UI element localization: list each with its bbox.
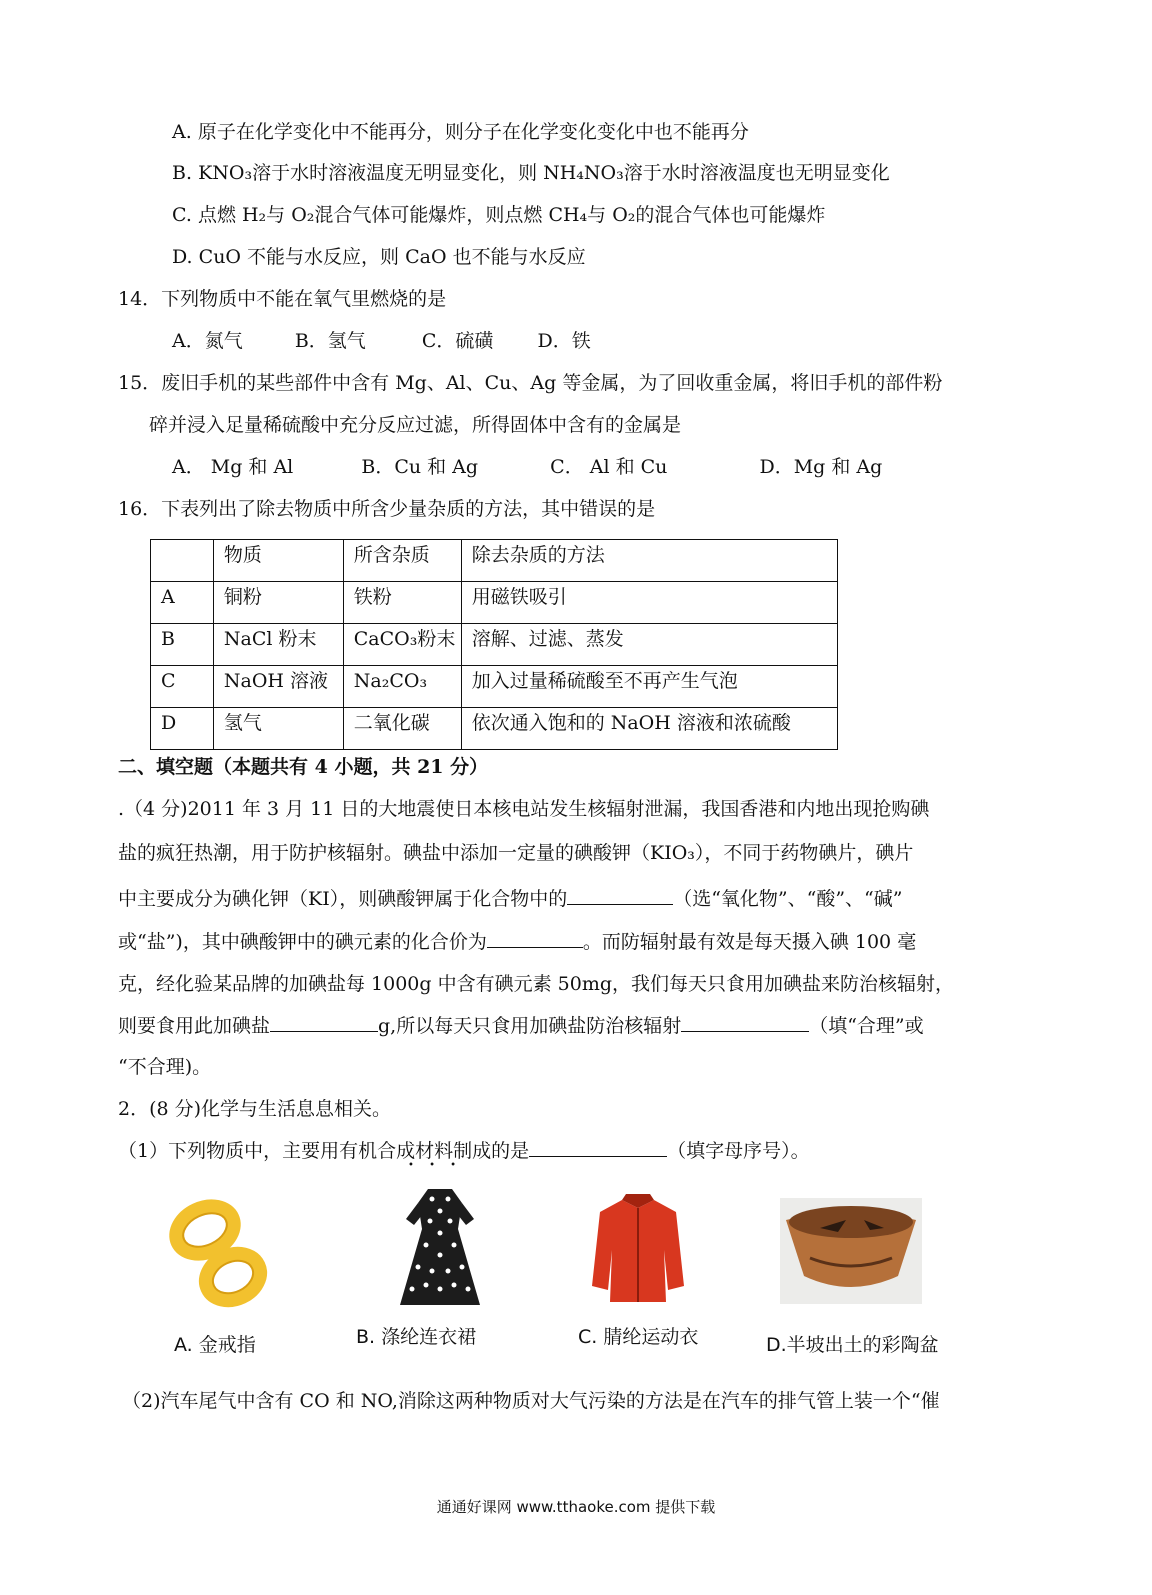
- p2-sub1-tail: （填字母序号）。: [667, 1140, 810, 1162]
- option-text: KNO₃溶于水时溶液温度无明显变化，则 NH₄NO₃溶于水时溶液温度也无明显变化: [198, 162, 890, 184]
- p1-line6-text: 则要食用此加碘盐: [118, 1015, 271, 1037]
- p2-sub1: [118, 1138, 810, 1163]
- p1-line4-text: 或“盐”)，其中碘酸钾中的碘元素的化合价为: [118, 931, 487, 953]
- table-cell: 溶解、过滤、蒸发: [461, 624, 837, 666]
- option-label: C.: [172, 204, 192, 226]
- q15-option-d: D．Mg 和 Ag: [759, 456, 883, 478]
- q14-stem: 14．下列物质中不能在氧气里燃烧的是: [118, 288, 447, 310]
- p1-line4-tail: 。而防辐射最有效是每天摄入碘 100 毫: [582, 931, 917, 953]
- p1-line3-text: 中主要成分为碘化钾（KI），则碘酸钾属于化合物中的: [118, 888, 568, 910]
- table-header-cell: [151, 540, 214, 582]
- table-cell: Na₂CO₃: [343, 666, 461, 708]
- red-sports-jacket-image: [588, 1190, 688, 1308]
- option-text: 点燃 H₂与 O₂混合气体可能爆炸，则点燃 CH₄与 O₂的混合气体也可能爆炸: [197, 204, 826, 226]
- option-label: B.: [172, 162, 193, 184]
- q15-stem-line1: 15．废旧手机的某些部件中含有 Mg、Al、Cu、Ag 等金属，为了回收重金属，将旧手机的部件粉: [118, 372, 943, 394]
- q13-option-b: [172, 161, 890, 185]
- q13-option-c: [172, 203, 825, 227]
- table-cell: D: [151, 708, 214, 750]
- table-cell: 铜粉: [213, 582, 343, 624]
- footer-credit: 通通好课网 www.tthaoke.com 提供下载: [436, 1498, 716, 1516]
- answer-blank-compound-type[interactable]: [567, 886, 673, 905]
- table-cell: A: [151, 582, 214, 624]
- emphasis-dots: • • •: [408, 1160, 463, 1171]
- q15-options: [172, 455, 882, 479]
- p1-line3: [118, 886, 902, 911]
- q13-option-d: [172, 245, 586, 269]
- table-header-cell: 物质: [213, 540, 343, 582]
- table-cell: 加入过量稀硫酸至不再产生气泡: [461, 666, 837, 708]
- answer-blank-synthetic-material[interactable]: [529, 1138, 667, 1157]
- q15-option-c: C． Al 和 Cu: [550, 456, 668, 478]
- gold-rings-image: [163, 1195, 273, 1317]
- answer-blank-valence[interactable]: [487, 929, 583, 948]
- q14-option-c: C．硫磺: [421, 330, 494, 352]
- p1-line3-tail: （选“氧化物”、“酸”、“碱”: [673, 888, 903, 910]
- table-header-row: [151, 540, 838, 582]
- q13-option-a: [172, 120, 749, 144]
- answer-blank-reasonable[interactable]: [681, 1013, 809, 1032]
- caption-gold-ring: A. 金戒指: [174, 1334, 256, 1356]
- q14-option-a: A．氮气: [172, 330, 243, 352]
- q15-option-a: A． Mg 和 Al: [172, 456, 294, 478]
- table-cell: NaCl 粉末: [213, 624, 343, 666]
- p2-stem: 2．(8 分)化学与生活息息相关。: [118, 1098, 392, 1120]
- p1-line5: 克，经化验某品牌的加碘盐每 1000g 中含有碘元素 50mg，我们每天只食用加碘盐来防治核辐射，: [118, 973, 954, 995]
- caption-polyester-dress: B. 涤纶连衣裙: [356, 1326, 477, 1348]
- caption-pottery-basin: D.半坡出土的彩陶盆: [766, 1334, 939, 1356]
- q14-option-b: B．氢气: [294, 330, 366, 352]
- table-header-cell: 所含杂质: [343, 540, 461, 582]
- table-cell: NaOH 溶液: [213, 666, 343, 708]
- impurity-table: [150, 539, 838, 750]
- answer-blank-salt-mass[interactable]: [270, 1013, 378, 1032]
- q15-option-b: B．Cu 和 Ag: [361, 456, 479, 478]
- table-cell: 用磁铁吸引: [461, 582, 837, 624]
- q14-options: [172, 329, 591, 353]
- table-cell: 依次通入饱和的 NaOH 溶液和浓硫酸: [461, 708, 837, 750]
- option-label: D.: [172, 246, 193, 268]
- table-cell: 铁粉: [343, 582, 461, 624]
- option-label: A.: [172, 121, 192, 143]
- section2-heading: 二、填空题（本题共有 4 小题，共 21 分）: [118, 756, 489, 778]
- table-row: [151, 666, 838, 708]
- p1-line1: .（4 分)2011 年 3 月 11 日的大地震使日本核电站发生核辐射泄漏，我国香港和内地出现抢购碘: [118, 798, 930, 820]
- p2-sub2: （2)汽车尾气中含有 CO 和 NO,消除这两种物质对大气污染的方法是在汽车的排气管上装一个“催: [122, 1390, 940, 1412]
- caption-acrylic-jacket: C. 腈纶运动衣: [578, 1326, 699, 1348]
- q16-stem: 16．下表列出了除去物质中所含少量杂质的方法，其中错误的是: [118, 498, 656, 520]
- p2-sub1-text: （1）下列物质中，主要用有机合成材料制成的是: [118, 1140, 530, 1162]
- option-text: CuO 不能与水反应，则 CaO 也不能与水反应: [198, 246, 586, 268]
- table-cell: C: [151, 666, 214, 708]
- table-row: [151, 624, 838, 666]
- p1-line7: “不合理)。: [118, 1056, 212, 1078]
- table-cell: 氢气: [213, 708, 343, 750]
- table-cell: B: [151, 624, 214, 666]
- q15-stem-line2: 碎并浸入足量稀硫酸中充分反应过滤，所得固体中含有的金属是: [149, 414, 682, 436]
- polka-dot-dress-image: [392, 1185, 488, 1310]
- p1-line2: 盐的疯狂热潮，用于防护核辐射。碘盐中添加一定量的碘酸钾（KIO₃），不同于药物碘片，碘片: [118, 842, 914, 864]
- painted-pottery-image: [780, 1198, 922, 1304]
- table-cell: CaCO₃粉末: [343, 624, 461, 666]
- p1-line4: [118, 929, 916, 954]
- table-row: [151, 708, 838, 750]
- p1-line6: [118, 1013, 924, 1038]
- q14-option-d: D．铁: [537, 330, 591, 352]
- table-header-cell: 除去杂质的方法: [461, 540, 837, 582]
- p1-line6-mid: g,所以每天只食用加碘盐防治核辐射: [378, 1015, 682, 1037]
- table-row: [151, 582, 838, 624]
- option-text: 原子在化学变化中不能再分，则分子在化学变化变化中也不能再分: [197, 121, 749, 143]
- p1-line6-tail: （填“合理”或: [809, 1015, 924, 1037]
- table-cell: 二氧化碳: [343, 708, 461, 750]
